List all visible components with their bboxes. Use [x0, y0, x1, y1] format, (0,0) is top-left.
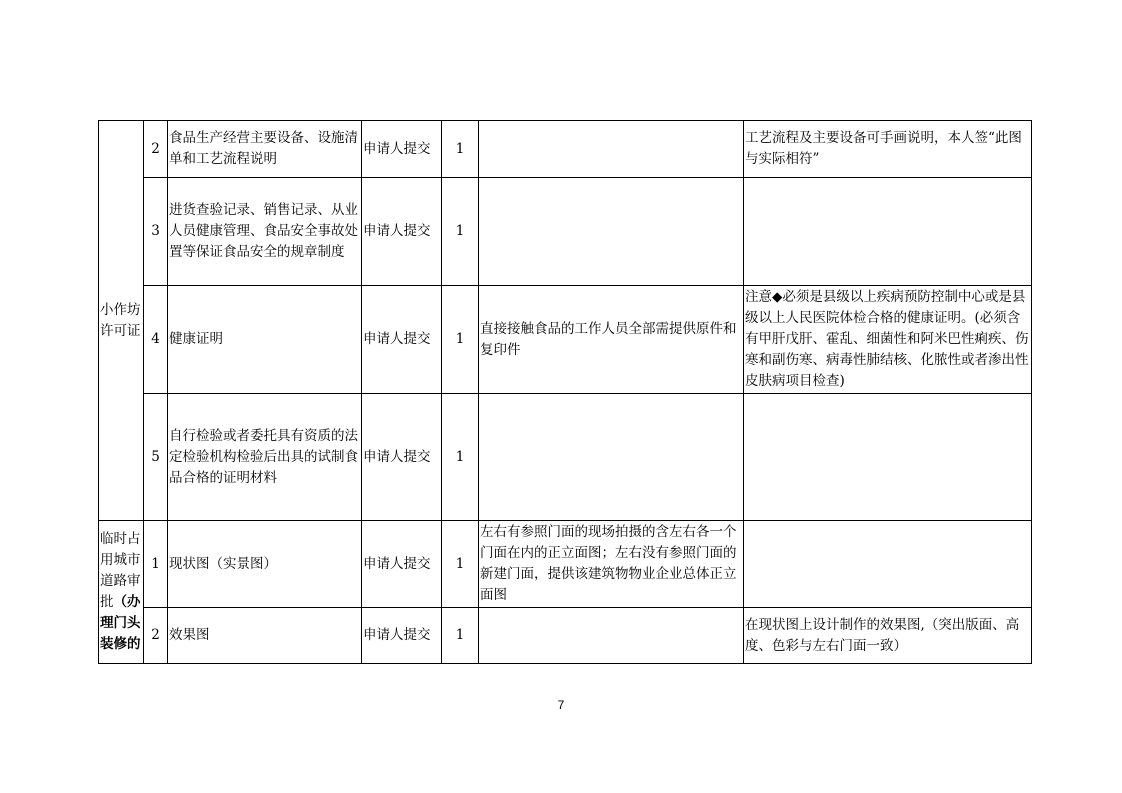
table-row [99, 394, 1032, 521]
table-row [99, 178, 1032, 286]
table-row [99, 608, 1032, 664]
material-name: 现状图（实景图） [168, 521, 362, 608]
material-requirement [479, 394, 744, 521]
material-source: 申请人提交 [362, 178, 442, 286]
material-source: 申请人提交 [362, 521, 442, 608]
row-number: 1 [144, 521, 168, 608]
material-requirement: 左右有参照门面的现场拍摄的含左右各一个门面在内的正立面图；左右没有参照门面的新建门面，提供该建筑物物业企业总体正立面图 [479, 521, 744, 608]
category-cell-temporary-road-occupation [99, 521, 144, 664]
page-number: 7 [557, 698, 565, 712]
material-quantity: 1 [442, 521, 479, 608]
material-quantity: 1 [442, 394, 479, 521]
material-source: 申请人提交 [362, 286, 442, 394]
table-row [99, 121, 1032, 178]
row-number: 5 [144, 394, 168, 521]
material-name: 效果图 [168, 608, 362, 664]
table-row [99, 286, 1032, 394]
material-requirement: 直接接触食品的工作人员全部需提供原件和复印件 [479, 286, 744, 394]
category-label-bold: （办理门头装修的 [100, 594, 141, 652]
material-quantity: 1 [442, 286, 479, 394]
material-source: 申请人提交 [362, 121, 442, 178]
material-note: 工艺流程及主要设备可手画说明，本人签“此图与实际相符” [744, 121, 1032, 178]
table-row [99, 521, 1032, 608]
row-number: 4 [144, 286, 168, 394]
material-quantity: 1 [442, 121, 479, 178]
material-requirement [479, 608, 744, 664]
category-label: 临时占用城市道路审批 [100, 531, 141, 610]
material-quantity: 1 [442, 608, 479, 664]
material-requirement [479, 121, 744, 178]
material-quantity: 1 [442, 178, 479, 286]
material-name: 健康证明 [168, 286, 362, 394]
material-requirement [479, 178, 744, 286]
category-cell-small-workshop-license [99, 121, 144, 521]
material-name: 进货查验记录、销售记录、从业人员健康管理、食品安全事故处置等保证食品安全的规章制度 [168, 178, 362, 286]
material-note [744, 521, 1032, 608]
row-number: 2 [144, 121, 168, 178]
row-number: 3 [144, 178, 168, 286]
material-source: 申请人提交 [362, 608, 442, 664]
material-note [744, 394, 1032, 521]
material-note: 注意◆必须是县级以上疾病预防控制中心或是县级以上人民医院体检合格的健康证明。(必须含有甲肝戊肝、霍乱、细菌性和阿米巴性痢疾、伤寒和副伤寒、病毒性肺结核、化脓性或者渗出性皮肤病项目检查) [744, 286, 1032, 394]
row-number: 2 [144, 608, 168, 664]
category-label: 小作坊许可证 [100, 301, 141, 339]
material-name: 食品生产经营主要设备、设施清单和工艺流程说明 [168, 121, 362, 178]
material-note [744, 178, 1032, 286]
material-source: 申请人提交 [362, 394, 442, 521]
material-note: 在现状图上设计制作的效果图,（突出版面、高度、色彩与左右门面一致） [744, 608, 1032, 664]
material-name: 自行检验或者委托具有资质的法定检验机构检验后出具的试制食品合格的证明材料 [168, 394, 362, 521]
materials-table [98, 120, 1032, 664]
